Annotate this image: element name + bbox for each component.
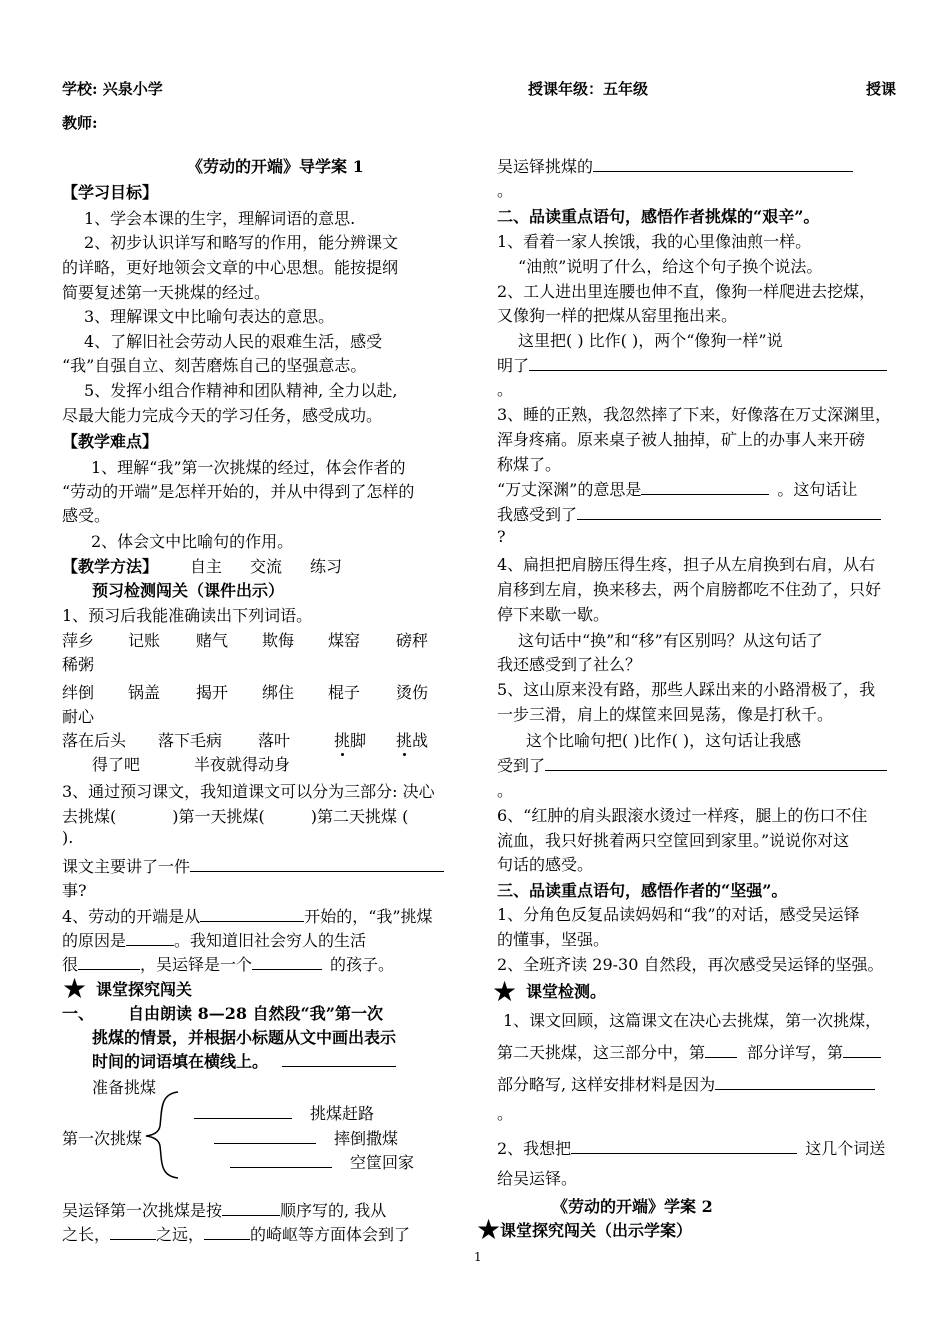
- r3c: 称煤了。: [497, 455, 562, 474]
- r3b: 浑身疼痛。原来桌子被人抽掉，矿上的办事人来开磅: [497, 430, 866, 449]
- preview-q3c: ).: [62, 828, 74, 847]
- r5a: 5、这山原来没有路，那些人踩出来的小路滑极了，我: [497, 680, 876, 699]
- r1: 1、看着一家人挨饿，我的心里像油煎一样。: [497, 232, 812, 251]
- word: 半夜就得动身: [194, 755, 291, 774]
- brace-icon: [140, 1090, 184, 1180]
- word: 得了吧: [92, 755, 141, 774]
- preview-q3: 3、通过预习课文，我知道课文可以分为三部分: 决心: [62, 782, 435, 801]
- r4b: 肩移到左肩，换来移去，两个肩膀都吃不住劲了，只好: [497, 580, 882, 599]
- c2b: 给吴运铎。: [497, 1169, 578, 1188]
- star-icon: ★: [476, 1213, 502, 1246]
- word: 落在后头: [62, 731, 127, 750]
- c1d: 。: [497, 1104, 514, 1123]
- method-2: 交流: [250, 557, 283, 576]
- star-icon: ★: [492, 975, 518, 1008]
- goal-2c: 简要复述第一天挑煤的经过。: [62, 283, 271, 302]
- r0: 吴运铎挑煤的: [497, 154, 853, 177]
- difficulty-2: 2、体会文中比喻句的作用。: [91, 532, 294, 551]
- goal-5: 5、发挥小组合作精神和团队精神, 全力以赴,: [84, 381, 398, 400]
- r2b: 又像狗一样的把煤从窑里拖出来。: [497, 306, 738, 325]
- r5c: 这个比喻句把( )比作( )，这句话让我感: [526, 731, 802, 750]
- word: 磅秤: [396, 631, 429, 650]
- preview-q3e: 事?: [62, 881, 87, 900]
- first-label: 第一次挑煤: [62, 1129, 143, 1148]
- method-1: 自主: [190, 557, 223, 576]
- r3e: 我感受到了: [497, 502, 881, 525]
- c1c: 部分略写, 这样安排材料是因为: [497, 1072, 875, 1095]
- r5d: 受到了: [497, 753, 887, 776]
- star-icon: ★: [62, 972, 88, 1005]
- r3a: 3、睡的正熟，我忽然摔了下来，好像落在万丈深渊里，: [497, 405, 892, 424]
- difficulty-1: 1、理解“我”第一次挑煤的经过，体会作者的: [91, 458, 406, 477]
- page-number: 1: [474, 1250, 482, 1264]
- sub-3-line: 空筐回家: [230, 1150, 414, 1173]
- word: 稀粥: [62, 655, 95, 674]
- r4c: 停下来歇一歇。: [497, 605, 610, 624]
- word: 挑战: [396, 731, 429, 750]
- goals-heading: 【学习目标】: [62, 183, 159, 202]
- word: 绑住: [262, 683, 295, 702]
- method-heading: 【教学方法】: [62, 557, 159, 576]
- r1b: “油煎”说明了什么，给这个句子换个说法。: [518, 257, 823, 276]
- school-label: 学校: 兴泉小学: [62, 80, 163, 98]
- difficulty-1c: 感受。: [62, 506, 111, 525]
- r2c: 这里把( ) 比作( )，两个“像狗一样”说: [518, 331, 783, 350]
- exercise-1: 自由朗读 8—28 自然段“我”第一次: [128, 1004, 383, 1023]
- difficulty-heading: 【教学难点】: [62, 432, 159, 451]
- explore-heading: 课堂探究闯关: [96, 980, 193, 999]
- goal-2b: 的详略，更好地领会文章的中心思想。能按提纲: [62, 258, 399, 277]
- exercise-1-number: 一、: [62, 1004, 95, 1023]
- c1b: 第二天挑煤，这三部分中，第 部分详写，第: [497, 1040, 881, 1063]
- word: 落下毛病: [158, 731, 223, 750]
- c2: 2、我想把 这几个词送: [497, 1139, 886, 1158]
- s3-1a: 1、分角色反复品读妈妈和“我”的对话，感受吴运铎: [497, 905, 860, 924]
- check-heading: 课堂检测。: [526, 982, 607, 1001]
- grade-label: 授课年级：五年级: [528, 80, 649, 98]
- word: 揭开: [196, 683, 229, 702]
- r2d: 明了: [497, 353, 887, 376]
- exercise-1c: 时间的词语填在横线上。: [92, 1049, 396, 1072]
- r0b: 。: [497, 181, 514, 200]
- left-title: 《劳动的开端》导学案 1: [187, 157, 364, 176]
- section-2-heading: 二、品读重点语句，感悟作者挑煤的“艰辛”。: [497, 207, 820, 226]
- goal-4: 4、了解旧社会劳动人民的艰难生活，感受: [84, 332, 383, 351]
- r6a: 6、“红肿的肩头跟滚水烫过一样疼，腿上的伤口不住: [497, 806, 868, 825]
- lesson-label: 授课: [866, 80, 897, 98]
- word: 绊倒: [62, 683, 95, 702]
- r6c: 句话的感受。: [497, 855, 594, 874]
- goal-1: 1、学会本课的生字，理解词语的意思.: [84, 209, 356, 228]
- s3-2: 2、全班齐读 29-30 自然段，再次感受吴运铎的坚强。: [497, 955, 884, 974]
- preview-q1: 1、预习后我能准确读出下列词语。: [62, 606, 313, 625]
- word: 赌气: [196, 631, 229, 650]
- r5b: 一步三滑，肩上的煤筐来回晃荡，像是打秋千。: [497, 705, 834, 724]
- word: 烫伤: [396, 683, 429, 702]
- word: 欺侮: [262, 631, 295, 650]
- preview-q3d: 课文主要讲了一件: [62, 854, 444, 877]
- goal-5b: 尽最大能力完成今天的学习任务，感受成功。: [62, 406, 383, 425]
- r2a: 2、工人进出里连腰也伸不直，像狗一样爬进去挖煤，: [497, 282, 876, 301]
- r4e: 我还感受到了社么？: [497, 655, 642, 674]
- preview-q4b: 的原因是 。我知道旧社会穷人的生活: [62, 931, 367, 950]
- prep-label: 准备挑煤: [92, 1078, 157, 1097]
- r5e: 。: [497, 781, 514, 800]
- goal-4b: “我”自强自立、刻苦磨炼自己的坚强意志。: [62, 356, 367, 375]
- sub-1-line: 挑煤赶路: [194, 1101, 374, 1124]
- sub-2-line: 摔倒撒煤: [214, 1126, 398, 1149]
- teacher-label: 教师:: [62, 114, 98, 132]
- preview-heading: 预习检测闯关（课件出示）: [92, 581, 285, 600]
- preview-q4c: 很 ，吴运铎是一个 的孩子。: [62, 955, 395, 974]
- word: 棍子: [328, 683, 361, 702]
- word: 萍乡: [62, 631, 95, 650]
- preview-q3b: 去挑煤( )第一天挑煤( )第二天挑煤 (: [62, 807, 409, 826]
- word: 煤窑: [328, 631, 361, 650]
- r2e: 。: [497, 380, 514, 399]
- r4a: 4、扁担把肩膀压得生疼，担子从左肩换到右肩，从右: [497, 555, 876, 574]
- r3f: ?: [497, 527, 506, 546]
- word: 记账: [128, 631, 161, 650]
- explore-2-heading: 课堂探究闯关（出示学案）: [500, 1221, 693, 1240]
- s3-1b: 的懂事，坚强。: [497, 930, 610, 949]
- r4d: 这句话中“换”和“移”有区别吗？从这句话了: [518, 631, 823, 650]
- goal-3: 3、理解课文中比喻句表达的意思。: [84, 307, 335, 326]
- word: 挑脚: [334, 731, 367, 750]
- word: 耐心: [62, 707, 95, 726]
- word: 落叶: [258, 731, 291, 750]
- exercise-1b: 挑煤的情景，并根据小标题从文中画出表示: [92, 1028, 397, 1047]
- section-3-heading: 三、品读重点语句，感悟作者的“坚强”。: [497, 881, 788, 900]
- r6b: 流血，我只好挑着两只空筐回到家里。”说说你对这: [497, 831, 850, 850]
- goal-2: 2、初步认识详写和略写的作用，能分辨课文: [84, 233, 399, 252]
- tail-1: 吴运铎第一次挑煤是按 顺序写的, 我从: [62, 1201, 387, 1220]
- word: 锅盖: [128, 683, 161, 702]
- title-2: 《劳动的开端》学案 2: [552, 1197, 713, 1216]
- method-3: 练习: [310, 557, 343, 576]
- tail-2: 之长， 之远， 的崎岖等方面体会到了: [62, 1225, 411, 1244]
- r3d: “万丈深渊”的意思是 。这句话让: [497, 480, 858, 499]
- c1a: 1、课文回顾，这篇课文在决心去挑煤，第一次挑煤，: [503, 1011, 882, 1030]
- preview-q4: 4、劳动的开端是从 开始的，“我”挑煤: [62, 907, 433, 926]
- difficulty-1b: “劳动的开端”是怎样开始的，并从中得到了怎样的: [62, 482, 415, 501]
